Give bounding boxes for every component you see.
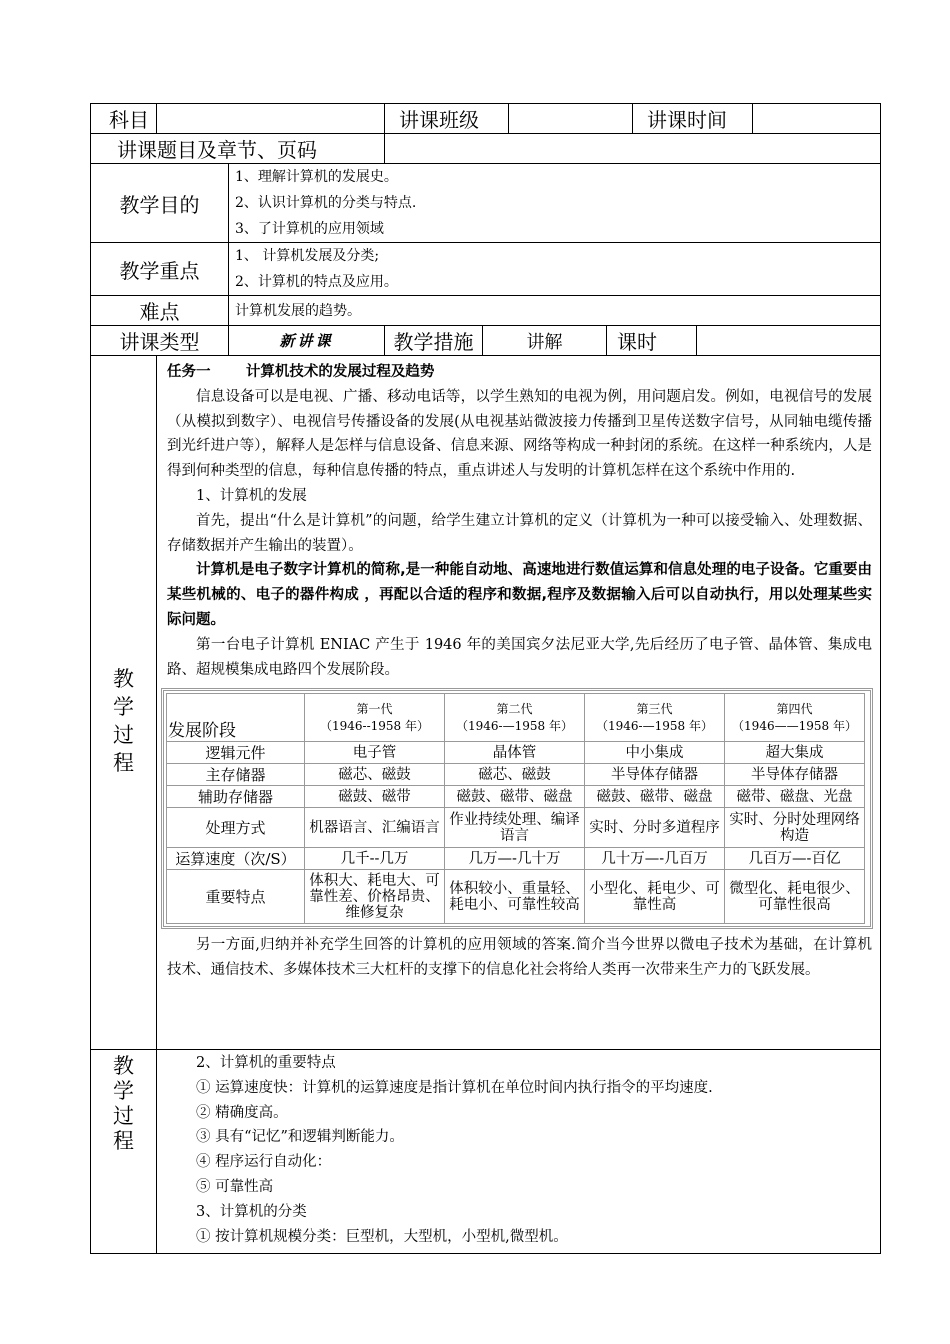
table-cell: 机器语言、汇编语言	[305, 808, 445, 848]
list-item: ① 按计算机规模分类：巨型机，大型机，小型机,微型机。	[196, 1228, 568, 1245]
definition-bold: 计算机是电子数字计算机的简称,是一种能自动地、高速地进行数值运算和信息处理的电子设备。它重要由某些机械的、电子的器件构成 ，再配以合适的程序和数据,程序及数据输入后可以自动执行，用以处理某些实际问题。	[167, 562, 873, 628]
hours-label: 课时	[607, 326, 697, 356]
gen-name: 第一代	[356, 701, 393, 716]
key-point-item: 2、计算机的特点及应用。	[235, 274, 398, 290]
row-label: 运算速度（次/S）	[167, 848, 305, 870]
measure-value: 讲解	[483, 326, 607, 356]
gen-header	[585, 694, 725, 742]
objective-item: 3、了计算机的应用领域	[235, 221, 384, 237]
measure-label: 教学措施	[385, 326, 483, 356]
objectives-list	[229, 164, 881, 243]
class-label: 讲课班级	[385, 104, 509, 134]
table-cell: 半导体存储器	[585, 764, 725, 786]
table-cell: 实时、分时处理网络构造	[725, 808, 865, 848]
gen-years: （1946-—1958 年）	[456, 718, 573, 733]
eniac-paragraph: 第一台电子计算机 ENIAC 产生于 1946 年的美国宾夕法尼亚大学,先后经历了电子管、晶体管、集成电路、超规模集成电路四个发展阶段。	[167, 636, 873, 678]
row-label: 重要特点	[167, 870, 305, 924]
table-cell: 几千--几万	[305, 848, 445, 870]
list-item: 3、计算机的分类	[196, 1203, 307, 1220]
table-cell: 磁芯、磁鼓	[445, 764, 585, 786]
topic-value	[385, 134, 881, 164]
table-cell: 中小集成	[585, 742, 725, 764]
objectives-label: 教学目的	[91, 164, 229, 243]
table-cell: 几万—-几十万	[445, 848, 585, 870]
table-cell: 作业持续处理、编译语言	[445, 808, 585, 848]
list-item: ① 运算速度快：计算机的运算速度是指计算机在单位时间内执行指令的平均速度.	[196, 1079, 713, 1096]
generations-table-frame	[161, 688, 873, 929]
time-label: 讲课时间	[633, 104, 753, 134]
stage-label: 发展阶段	[167, 694, 305, 742]
gen-header	[305, 694, 445, 742]
process-label-1	[91, 356, 157, 1050]
gen-header	[725, 694, 865, 742]
generations-table	[166, 693, 865, 924]
table-cell: 实时、分时多道程序	[585, 808, 725, 848]
objective-item: 2、认识计算机的分类与特点.	[235, 195, 417, 211]
difficulty-value: 计算机发展的趋势。	[229, 296, 881, 326]
gen-header	[445, 694, 585, 742]
list-item: ⑤ 可靠性高	[196, 1178, 274, 1195]
application-paragraph: 另一方面,归纳并补充学生回答的计算机的应用领域的答案.简介当今世界以微电子技术为基础，在计算机技术、通信技术、多媒体技术三大杠杆的支撑下的信息化社会将给人类再一次带来生产力的飞跃发展。	[167, 937, 873, 979]
table-cell: 小型化、耗电少、可靠性高	[585, 870, 725, 924]
task-title: 任务一 计算机技术的发展过程及趋势	[167, 364, 435, 380]
lesson-type-value: 新讲课	[229, 326, 385, 356]
list-item: ② 精确度高。	[196, 1104, 288, 1121]
intro-paragraph: 信息设备可以是电视、广播、移动电话等，以学生熟知的电视为例，用问题启发。例如，电视信号的发展（从模拟到数字）、电视信号传播设备的发展(从电视基站微波接力传播到卫星传送数字信号，从同轴电缆传播到光纤进户等），解释人是怎样与信息设备、信息来源、网络等构成一种封闭的系统。在这样一种系统内，人是得到何种类型的信息，每种信息传播的特点，重点讲述人与发明的计算机怎样在这个系统中作用的.	[167, 388, 873, 480]
class-value	[509, 104, 633, 134]
time-value	[753, 104, 881, 134]
table-cell: 微型化、耗电很少、可靠性很高	[725, 870, 865, 924]
key-points-list	[229, 243, 881, 296]
list-item: ④ 程序运行自动化：	[196, 1154, 332, 1171]
process-content-1	[157, 356, 881, 1050]
table-cell: 半导体存储器	[725, 764, 865, 786]
table-cell: 几百万—-百亿	[725, 848, 865, 870]
definition-paragraph: 首先，提出“什么是计算机”的问题，给学生建立计算机的定义（计算机为一种可以接受输入、处理数据、存储数据并产生输出的装置）。	[167, 512, 873, 554]
process-label-text: 教学过程	[113, 1054, 134, 1153]
row-label: 主存储器	[167, 764, 305, 786]
gen-name: 第三代	[636, 701, 673, 716]
table-cell: 磁鼓、磁带、磁盘	[585, 786, 725, 808]
table-cell: 超大集成	[725, 742, 865, 764]
process-label-text: 教学过程	[113, 666, 134, 775]
key-point-item: 1、 计算机发展及分类;	[235, 248, 380, 264]
table-cell: 晶体管	[445, 742, 585, 764]
table-cell: 磁鼓、磁带	[305, 786, 445, 808]
row-label: 处理方式	[167, 808, 305, 848]
table-cell: 体积大、耗电大、可靠性差、价格昂贵、维修复杂	[305, 870, 445, 924]
gen-years: （1946--1958 年）	[319, 718, 429, 733]
list-item: ③ 具有“记忆”和逻辑判断能力。	[196, 1129, 404, 1146]
lesson-type-label: 讲课类型	[91, 326, 229, 356]
gen-name: 第四代	[776, 701, 813, 716]
objective-item: 1、理解计算机的发展史。	[235, 169, 398, 185]
table-cell: 磁芯、磁鼓	[305, 764, 445, 786]
row-label: 辅助存储器	[167, 786, 305, 808]
hours-value	[697, 326, 881, 356]
gen-years: （1946——1958 年）	[732, 718, 857, 733]
table-cell: 几十万—-几百万	[585, 848, 725, 870]
table-cell: 电子管	[305, 742, 445, 764]
process-label-2	[91, 1050, 157, 1254]
table-cell: 磁鼓、磁带、磁盘	[445, 786, 585, 808]
topic-label: 讲课题目及章节、页码	[91, 134, 385, 164]
row-label: 逻辑元件	[167, 742, 305, 764]
section-heading: 1、计算机的发展	[196, 487, 307, 504]
table-cell: 体积较小、重量轻、耗电小、可靠性较高	[445, 870, 585, 924]
list-item: 2、计算机的重要特点	[196, 1055, 336, 1071]
difficulty-label: 难点	[91, 296, 229, 326]
gen-years: （1946-—1958 年）	[596, 718, 713, 733]
lesson-plan-table	[90, 103, 881, 1254]
gen-name: 第二代	[496, 701, 533, 716]
key-points-label: 教学重点	[91, 243, 229, 296]
subject-label: 科目	[91, 104, 157, 134]
subject-value	[157, 104, 385, 134]
process-content-2	[157, 1050, 881, 1254]
table-cell: 磁带、磁盘、光盘	[725, 786, 865, 808]
